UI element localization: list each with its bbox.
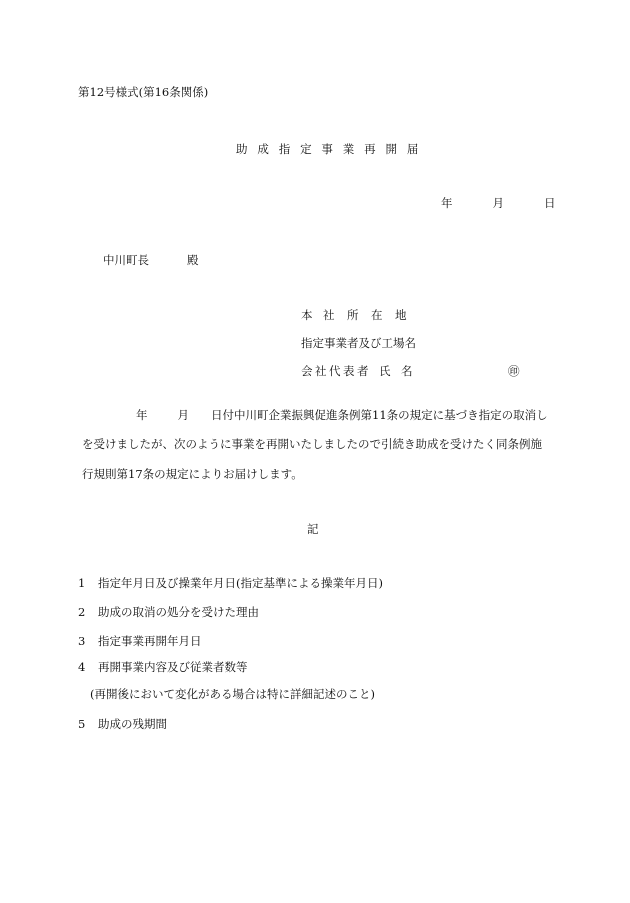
- item-number: 2: [78, 605, 86, 619]
- designated-business-label: 指定事業者及び工場名: [301, 336, 416, 350]
- list-item: [78, 607, 259, 619]
- date-day-label: 日: [544, 196, 556, 210]
- body-line-1-text: 日付中川町企業振興促進条例第11条の規定に基づき指定の取消し: [211, 408, 548, 422]
- item-number: 1: [78, 576, 86, 590]
- addressee-name: 中川町長: [103, 253, 149, 267]
- body-line-2: を受けましたが、次のように事業を再開いたしましたので引続き助成を受けたく同条例施: [82, 437, 542, 451]
- document-title: 助 成 指 定 事 業 再 開 届: [236, 142, 422, 156]
- body-line-3: 行規則第17条の規定によりお届けします。: [82, 467, 303, 481]
- item-number: 5: [78, 717, 86, 731]
- seal-mark: ㊞: [508, 364, 520, 378]
- list-item: [78, 578, 383, 590]
- ki-heading: 記: [307, 522, 319, 536]
- date-year-label: 年: [441, 196, 453, 210]
- date-line: [441, 198, 556, 210]
- item-number: 4: [78, 660, 86, 674]
- list-item: [78, 719, 167, 731]
- list-item: [78, 636, 202, 648]
- representative-name-label: 会 社 代 表 者 氏 名: [301, 364, 413, 378]
- item-text: 指定事業再開年月日: [98, 634, 202, 648]
- body-line-1: [82, 410, 548, 422]
- form-number: 第12号様式(第16条関係): [78, 85, 209, 99]
- body-year-label: 年: [136, 408, 148, 422]
- addressee: [103, 255, 199, 267]
- date-month-label: 月: [492, 196, 504, 210]
- list-item: [78, 662, 248, 674]
- addressee-honorific: 殿: [187, 253, 199, 267]
- item-text: 助成の取消の処分を受けた理由: [98, 605, 259, 619]
- item-4-note: (再開後において変化がある場合は特に詳細記述のこと): [90, 687, 375, 701]
- item-text: 指定年月日及び操業年月日(指定基準による操業年月日): [98, 576, 383, 590]
- item-text: 再開事業内容及び従業者数等: [98, 660, 248, 674]
- body-month-label: 月: [177, 408, 189, 422]
- item-text: 助成の残期間: [98, 717, 167, 731]
- head-office-address-label: 本 社 所 在 地: [301, 308, 407, 322]
- item-number: 3: [78, 634, 86, 648]
